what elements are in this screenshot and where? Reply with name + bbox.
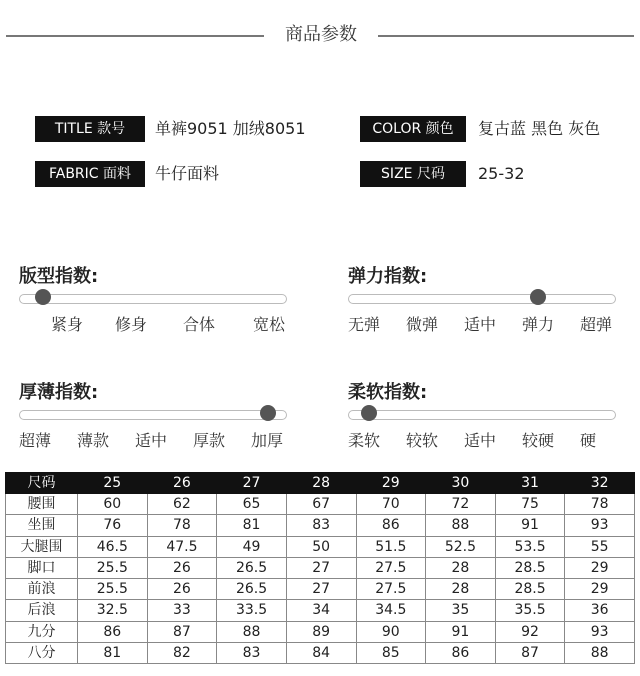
measurement-value-cell: 76: [78, 515, 148, 536]
size-table-header-cell: 尺码: [6, 473, 78, 494]
header-divider-left: [6, 35, 264, 37]
thickness-index-option: 适中: [135, 431, 168, 450]
elasticity-index-option: 微弹: [406, 315, 439, 334]
size-table-body: [6, 494, 635, 664]
measurement-label-cell: 八分: [6, 642, 78, 663]
fit-index-marker: [35, 289, 51, 305]
softness-index-title: 柔软指数:: [348, 382, 428, 403]
measurement-value-cell: 86: [78, 621, 148, 642]
elasticity-index-option: 弹力: [522, 315, 555, 334]
measurement-label-cell: 九分: [6, 621, 78, 642]
size-table: [5, 472, 635, 664]
measurement-value-cell: 88: [426, 515, 496, 536]
spec-size-value: 25-32: [478, 164, 525, 183]
measurement-value-cell: 34.5: [356, 600, 426, 621]
measurement-value-cell: 86: [426, 642, 496, 663]
measurement-value-cell: 35: [426, 600, 496, 621]
softness-index-track: [348, 410, 616, 420]
size-table-header-cell: 31: [495, 473, 565, 494]
measurement-value-cell: 81: [78, 642, 148, 663]
fit-index-option: 修身: [115, 315, 148, 334]
spec-fabric-value: 牛仔面料: [155, 164, 220, 183]
header-divider-right: [378, 35, 634, 37]
measurement-label-cell: 前浪: [6, 579, 78, 600]
measurement-value-cell: 62: [147, 494, 217, 515]
section-header: [0, 22, 640, 48]
measurement-value-cell: 88: [565, 642, 635, 663]
measurement-value-cell: 51.5: [356, 536, 426, 557]
measurement-value-cell: 36: [565, 600, 635, 621]
elasticity-index-title: 弹力指数:: [348, 266, 428, 287]
spec-color-value: 复古蓝 黑色 灰色: [478, 119, 601, 138]
measurement-value-cell: 82: [147, 642, 217, 663]
table-row: [6, 600, 635, 621]
measurement-value-cell: 86: [356, 515, 426, 536]
fit-index: [19, 262, 294, 342]
fit-index-option: 紧身: [51, 315, 84, 334]
elasticity-index-track: [348, 294, 616, 304]
size-table-header-cell: 25: [78, 473, 148, 494]
measurement-value-cell: 87: [495, 642, 565, 663]
spec-title-label: TITLE 款号: [35, 116, 145, 142]
measurement-value-cell: 72: [426, 494, 496, 515]
measurement-value-cell: 81: [217, 515, 287, 536]
measurement-value-cell: 46.5: [78, 536, 148, 557]
table-row: [6, 621, 635, 642]
size-table-header-cell: 26: [147, 473, 217, 494]
size-table-header-cell: 27: [217, 473, 287, 494]
measurement-value-cell: 27.5: [356, 557, 426, 578]
table-row: [6, 494, 635, 515]
thickness-index-option: 厚款: [193, 431, 226, 450]
table-row: [6, 515, 635, 536]
measurement-value-cell: 28.5: [495, 557, 565, 578]
spec-fabric-label: FABRIC 面料: [35, 161, 145, 187]
fit-index-title: 版型指数:: [19, 266, 99, 287]
measurement-value-cell: 47.5: [147, 536, 217, 557]
measurement-value-cell: 25.5: [78, 557, 148, 578]
measurement-value-cell: 35.5: [495, 600, 565, 621]
softness-index-option: 柔软: [348, 431, 381, 450]
measurement-value-cell: 78: [147, 515, 217, 536]
measurement-value-cell: 34: [286, 600, 356, 621]
fit-index-track: [19, 294, 287, 304]
measurement-value-cell: 27: [286, 557, 356, 578]
elasticity-index-option: 适中: [464, 315, 497, 334]
measurement-value-cell: 78: [565, 494, 635, 515]
softness-index-option: 硬: [580, 431, 597, 450]
softness-index-option: 较硬: [522, 431, 555, 450]
measurement-value-cell: 60: [78, 494, 148, 515]
spec-title-value: 单裤9051 加绒8051: [155, 119, 306, 138]
thickness-index-option: 加厚: [251, 431, 284, 450]
size-table-header-row: [6, 473, 635, 494]
thickness-index-option: 超薄: [19, 431, 52, 450]
measurement-value-cell: 85: [356, 642, 426, 663]
measurement-value-cell: 91: [495, 515, 565, 536]
measurement-value-cell: 67: [286, 494, 356, 515]
measurement-value-cell: 70: [356, 494, 426, 515]
measurement-value-cell: 28: [426, 557, 496, 578]
thickness-index-track: [19, 410, 287, 420]
measurement-value-cell: 25.5: [78, 579, 148, 600]
measurement-value-cell: 33.5: [217, 600, 287, 621]
measurement-value-cell: 26.5: [217, 557, 287, 578]
measurement-value-cell: 26: [147, 579, 217, 600]
table-row: [6, 536, 635, 557]
softness-index: [348, 378, 623, 458]
measurement-value-cell: 26: [147, 557, 217, 578]
measurement-value-cell: 29: [565, 579, 635, 600]
elasticity-index: [348, 262, 623, 342]
measurement-label-cell: 大腿围: [6, 536, 78, 557]
thickness-index-option: 薄款: [77, 431, 110, 450]
size-table-header-cell: 28: [286, 473, 356, 494]
measurement-label-cell: 坐围: [6, 515, 78, 536]
measurement-value-cell: 50: [286, 536, 356, 557]
measurement-value-cell: 93: [565, 515, 635, 536]
measurement-value-cell: 83: [217, 642, 287, 663]
measurement-value-cell: 87: [147, 621, 217, 642]
size-table-header-cell: 29: [356, 473, 426, 494]
measurement-value-cell: 28: [426, 579, 496, 600]
measurement-value-cell: 88: [217, 621, 287, 642]
measurement-value-cell: 90: [356, 621, 426, 642]
fit-index-option: 合体: [183, 315, 216, 334]
table-row: [6, 642, 635, 663]
fit-index-option: 宽松: [253, 315, 286, 334]
measurement-value-cell: 93: [565, 621, 635, 642]
measurement-value-cell: 32.5: [78, 600, 148, 621]
spec-size-label: SIZE 尺码: [360, 161, 466, 187]
softness-index-option: 较软: [406, 431, 439, 450]
measurement-value-cell: 33: [147, 600, 217, 621]
measurement-value-cell: 65: [217, 494, 287, 515]
measurement-value-cell: 26.5: [217, 579, 287, 600]
measurement-value-cell: 91: [426, 621, 496, 642]
measurement-value-cell: 28.5: [495, 579, 565, 600]
measurement-value-cell: 52.5: [426, 536, 496, 557]
measurement-value-cell: 53.5: [495, 536, 565, 557]
table-row: [6, 557, 635, 578]
elasticity-index-option: 超弹: [580, 315, 613, 334]
measurement-label-cell: 脚口: [6, 557, 78, 578]
measurement-value-cell: 55: [565, 536, 635, 557]
measurement-value-cell: 29: [565, 557, 635, 578]
elasticity-index-option: 无弹: [348, 315, 381, 334]
measurement-value-cell: 83: [286, 515, 356, 536]
measurement-label-cell: 腰围: [6, 494, 78, 515]
measurement-value-cell: 27.5: [356, 579, 426, 600]
measurement-value-cell: 49: [217, 536, 287, 557]
size-table-header-cell: 30: [426, 473, 496, 494]
measurement-value-cell: 92: [495, 621, 565, 642]
measurement-value-cell: 84: [286, 642, 356, 663]
section-title: 商品参数: [285, 24, 357, 45]
size-table-header-cell: 32: [565, 473, 635, 494]
thickness-index-title: 厚薄指数:: [19, 382, 99, 403]
softness-index-option: 适中: [464, 431, 497, 450]
spec-color-label: COLOR 颜色: [360, 116, 466, 142]
measurement-value-cell: 89: [286, 621, 356, 642]
measurement-value-cell: 27: [286, 579, 356, 600]
table-row: [6, 579, 635, 600]
thickness-index: [19, 378, 294, 458]
measurement-value-cell: 75: [495, 494, 565, 515]
measurement-label-cell: 后浪: [6, 600, 78, 621]
